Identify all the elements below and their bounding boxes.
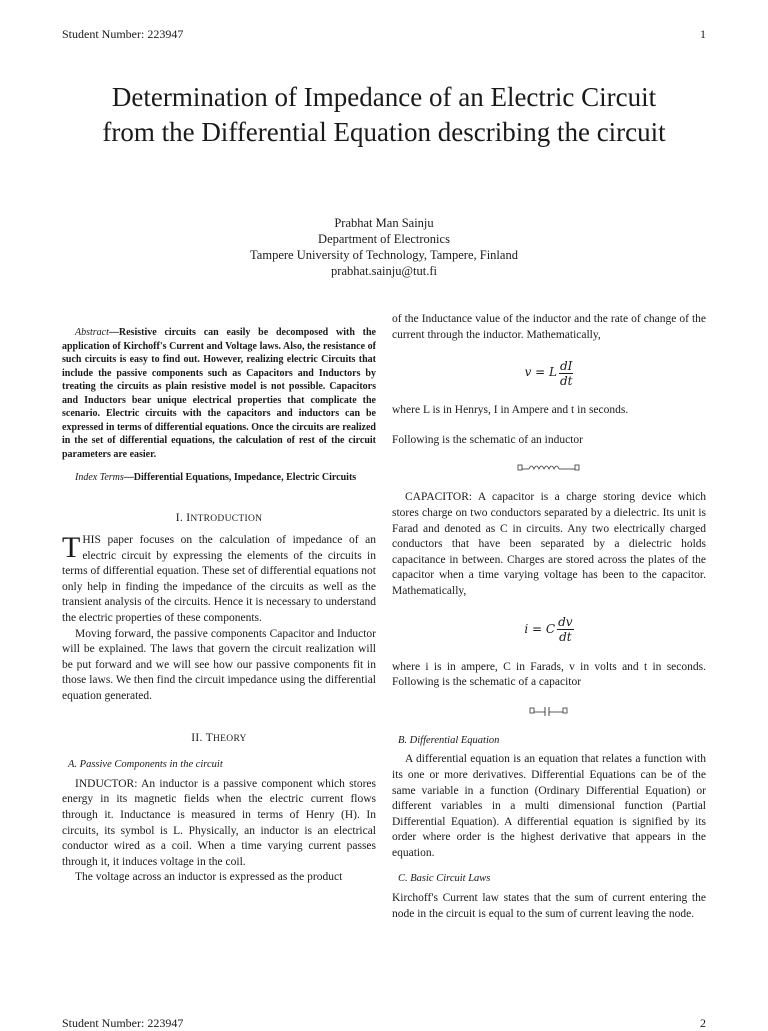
section-heading-introduction: I. INTRODUCTION bbox=[175, 511, 263, 524]
abstract-text: —Resistive circuits can easily be decomposed with the application of Kirchoff's Current and Voltage laws. Also, the resistance of such circuits is easy to find out. However, realizing electric Circuits that include the passive components such as Capacitors and Inductors by treating the circuits as plain resistive model is not possible. Capacitors and Inductors bear unique electrical properties that complicate the scenario. Electric circuits with the capacitors and inductors can be expressed in terms of differential equations. Once the circuits are realized in the set of differential equations, the calculation of rest of the circuit parameters are easier. bbox=[62, 327, 376, 460]
author-department: Department of Electronics bbox=[318, 232, 450, 246]
inductor-continuation: of the Inductance value of the inductor and the rate of change of the current through the inductor. Mathematically, bbox=[392, 313, 706, 341]
abstract-lead: Abstract bbox=[75, 327, 109, 338]
intro-paragraph-1: THIS paper focuses on the calculation of impedance of an electric circuit by expressing the elements of the circuits in terms of differential equation. These set of differential equations not only help in finding the impedance of the circuits as well as the transient analysis of the circuits. Hence it is necessary to understand the electric properties of these components. bbox=[62, 531, 376, 625]
drop-cap: T bbox=[62, 531, 81, 565]
left-column bbox=[62, 312, 376, 886]
index-terms-text: —Differential Equations, Impedance, Electric Circuits bbox=[123, 472, 357, 483]
author-email: prabhat.sainju@tut.fi bbox=[331, 264, 437, 278]
kcl-paragraph: Kirchoff's Current law states that the sum of current entering the node in the circuit is equal to the sum of current leaving the node. bbox=[392, 892, 706, 920]
capacitor-units: where i is in ampere, C in Farads, v in volts and t in seconds. Following is the schematic of a capacitor bbox=[392, 660, 706, 689]
index-terms-lead: Index Terms bbox=[75, 472, 124, 483]
abstract bbox=[62, 326, 376, 461]
inductor-units: where L is in Henrys, I in Ampere and t in seconds. bbox=[392, 404, 629, 417]
running-header bbox=[62, 27, 706, 42]
subsection-heading-passive: A. Passive Components in the circuit bbox=[68, 759, 223, 771]
inductor-symbol-icon bbox=[517, 462, 581, 474]
author-block bbox=[0, 215, 768, 279]
author-university: Tampere University of Technology, Tampere, Finland bbox=[250, 248, 518, 262]
capacitor-schematic bbox=[392, 705, 706, 717]
page-number: 1 bbox=[700, 27, 706, 41]
differential-paragraph: A differential equation is an equation that relates a function with its one or more derivatives. Differential Equations can be of the same variable in a function (Ordinary Differential Equation) or different variables in a multi dimensional function (Partial Differential Equation). A differential equation is signified by its order where order is the highest derivative that appears in the equation. bbox=[392, 753, 706, 859]
index-terms bbox=[62, 471, 376, 485]
intro-paragraph-2: Moving forward, the passive components Capacitor and Inductor will be explained. The laws that govern the circuit realization will be put forward and we will see how our passive components fit in those laws. We then find the circuit impedance using the differential equation generated. bbox=[62, 627, 376, 703]
paper-title: Determination of Impedance of an Electric Circuit from the Differential Equation describing the circuit bbox=[102, 82, 666, 147]
inductor-schematic-caption: Following is the schematic of an inductor bbox=[392, 433, 583, 446]
student-number: Student Number: 223947 bbox=[62, 27, 184, 41]
inductor-equation: v = L $\frac{dI}{dt}$ bbox=[524, 358, 573, 388]
inductor-schematic bbox=[392, 462, 706, 474]
capacitor-paragraph: CAPACITOR: A capacitor is a charge storing device which stores charge on two conductors separated by a dielectric. Its unit is Farad and denoted as C in circuits. Any two electrically charged conductors that have been separated by a dielectric holds capacitance in between. Charges are stored across the plates of the capacitor when a time varying voltage has been to the capacitor. Mathematically, bbox=[392, 491, 706, 597]
footer-student-number: Student Number: 223947 bbox=[62, 1016, 184, 1030]
subsection-heading-circuit-laws: C. Basic Circuit Laws bbox=[398, 873, 491, 885]
author-name: Prabhat Man Sainju bbox=[334, 216, 434, 230]
subsection-heading-differential: B. Differential Equation bbox=[398, 734, 500, 746]
capacitor-symbol-icon bbox=[529, 705, 569, 717]
inductor-paragraph: INDUCTOR: An inductor is a passive component which stores energy in its magnetic fields when the electric current flows through it. Inductance is measured in terms of Henry (H). In circuits, its symbol is L. Physically, an inductor is an electrical conductor wired as a coil. When a time varying current passes through it, it induces voltage in the coil. bbox=[62, 777, 376, 868]
right-column bbox=[392, 312, 706, 922]
voltage-paragraph: The voltage across an inductor is expressed as the product bbox=[75, 871, 343, 884]
capacitor-equation: i = C $\frac{dv}{dt}$ bbox=[524, 615, 573, 645]
section-heading-theory: II. THEORY bbox=[191, 731, 247, 744]
footer-page-number: 2 bbox=[700, 1016, 706, 1030]
